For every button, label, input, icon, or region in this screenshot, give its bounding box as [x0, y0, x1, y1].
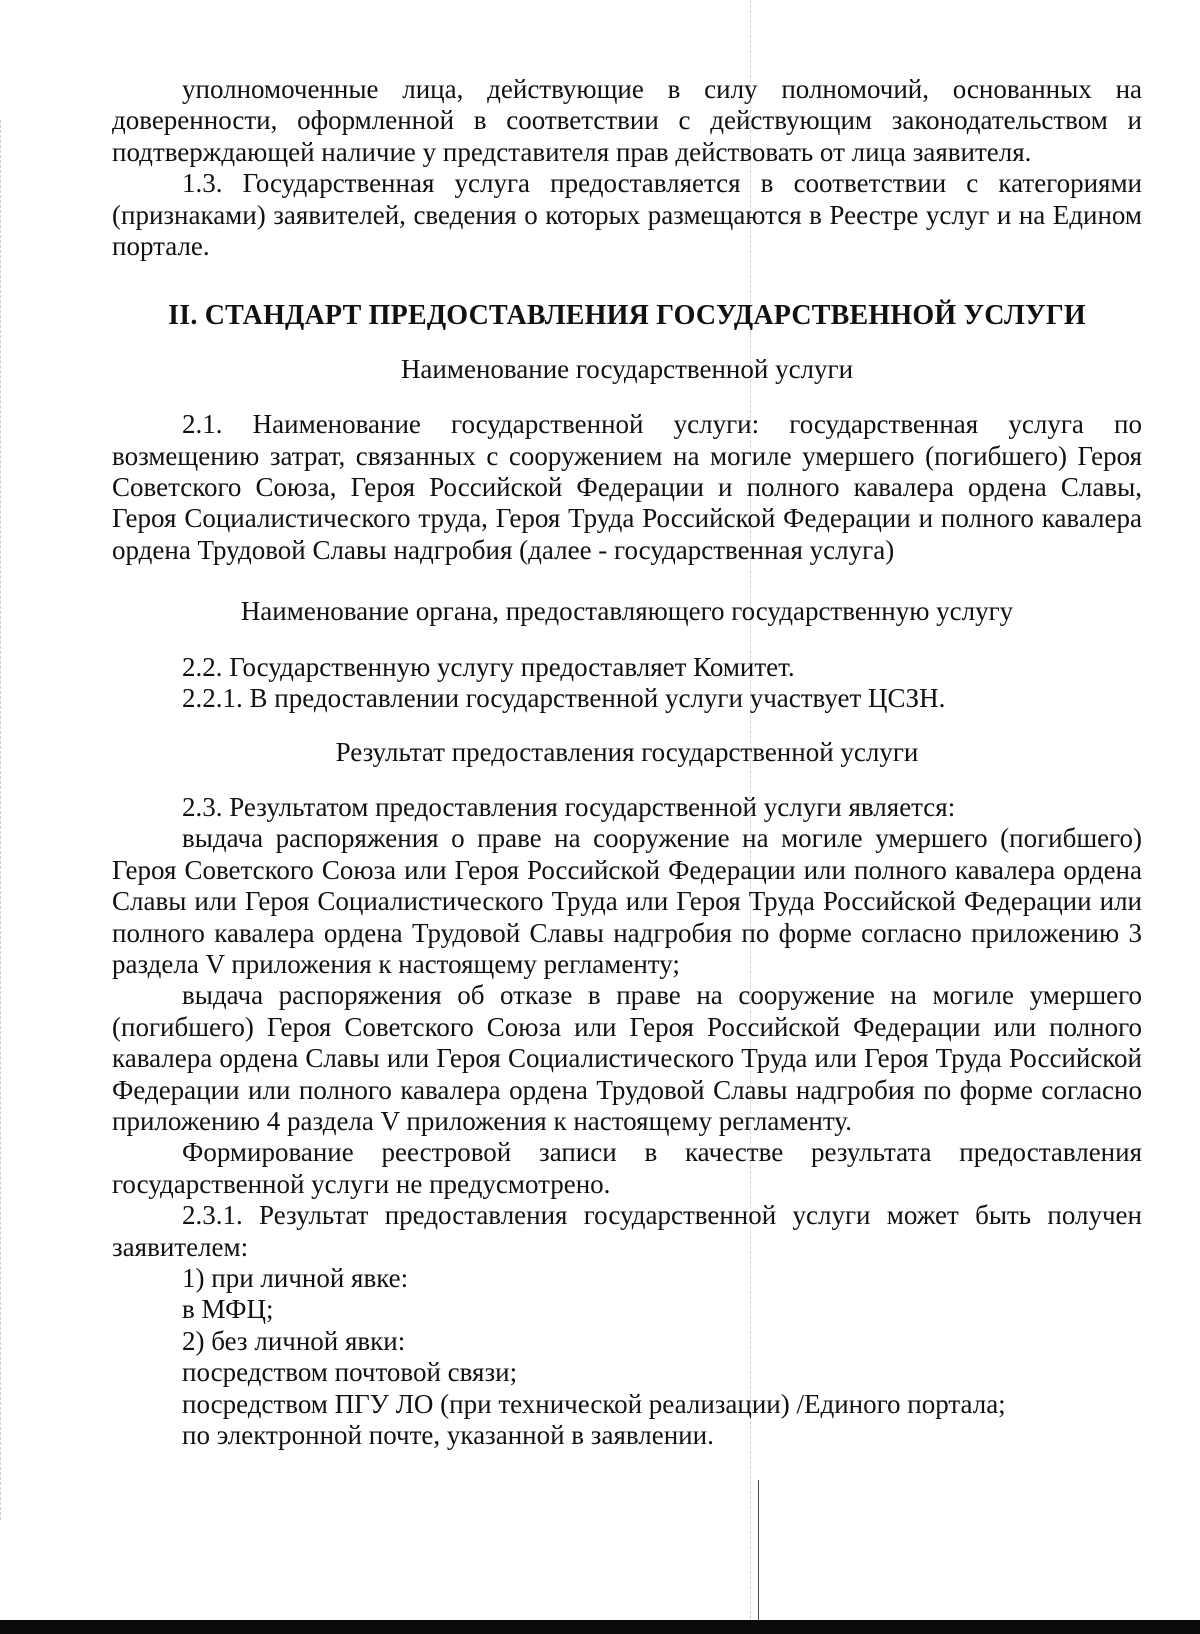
paragraph-2-2-1: 2.2.1. В предоставлении государственной услуги участвует ЦСЗН. [182, 683, 946, 714]
scan-fold-line-dark [758, 1480, 759, 1620]
paragraph-2-1: 2.1. Наименование государственной услуги: государственная услуга по возмещению затрат, связанных с сооружением на могиле умершего (погибшего) Героя Советского Союза, Героя Российской Федерации и полного кавалера ордена Славы, Героя Социалистического труда, Героя Труда Российской Федерации и полного кавалера ордена Трудовой Славы надгробия (далее - государственная услуга) [112, 409, 1142, 565]
list-item: посредством почтовой связи; [182, 1357, 518, 1388]
paragraph-2-2: 2.2. Государственную услугу предоставляет Комитет. [182, 651, 795, 682]
list-item: в МФЦ; [182, 1294, 274, 1325]
scan-edge-mark [0, 120, 1, 1520]
subheading-service-name: Наименование государственной услуги [400, 353, 854, 384]
paragraph-1-3: 1.3. Государственная услуга предоставляется в соответствии с категориями (признаками) заявителей, сведения о которых размещаются в Реестре услуг и на Едином портале. [112, 168, 1142, 262]
result-delivery-list [112, 1263, 1142, 1451]
list-item: по электронной почте, указанной в заявлении. [182, 1420, 714, 1451]
paragraph-2-3-refusal: выдача распоряжения об отказе в праве на сооружение на могиле умершего (погибшего) Героя Советского Союза или Героя Российской Федерации или полного кавалера ордена Славы или Героя Социалистического Труда или Героя Труда Российской Федерации или полного кавалера ордена Трудовой Славы надгробия по форме согласно приложению 4 раздела V приложения к настоящему регламенту. [112, 980, 1142, 1136]
section-heading: II. СТАНДАРТ ПРЕДОСТАВЛЕНИЯ ГОСУДАРСТВЕННОЙ УСЛУГИ [168, 300, 1086, 332]
list-item: 2) без личной явки: [182, 1325, 406, 1356]
paragraph-2-3-1: 2.3.1. Результат предоставления государственной услуги может быть получен заявителем: [112, 1200, 1142, 1262]
subheading-result: Результат предоставления государственной услуги [335, 736, 919, 767]
list-item: 1) при личной явке: [182, 1263, 409, 1293]
document-body [112, 74, 1142, 1451]
scan-bottom-edge [0, 1620, 1200, 1634]
paragraph-2-3-grant: выдача распоряжения о праве на сооружение на могиле умершего (погибшего) Героя Советского Союза или Героя Российской Федерации или полного кавалера ордена Славы или Героя Социалистического Труда или Героя Труда Российской Федерации или полного кавалера ордена Трудовой Славы надгробия по форме согласно приложению 3 раздела V приложения к настоящему регламенту; [112, 823, 1142, 979]
paragraph-2-3: 2.3. Результатом предоставления государственной услуги является: [182, 791, 956, 822]
paragraph-2-3-registry: Формирование реестровой записи в качестве результата предоставления государственной услуги не предусмотрено. [112, 1137, 1142, 1199]
list-item: посредством ПГУ ЛО (при технической реализации) /Единого портала; [182, 1388, 1006, 1419]
subheading-organ: Наименование органа, предоставляющего государственную услугу [240, 596, 1014, 627]
intro-paragraph: уполномоченные лица, действующие в силу полномочий, основанных на доверенности, оформленной в соответствии с действующим законодательством и подтверждающей наличие у представителя прав действовать от лица заявителя. [112, 74, 1142, 167]
